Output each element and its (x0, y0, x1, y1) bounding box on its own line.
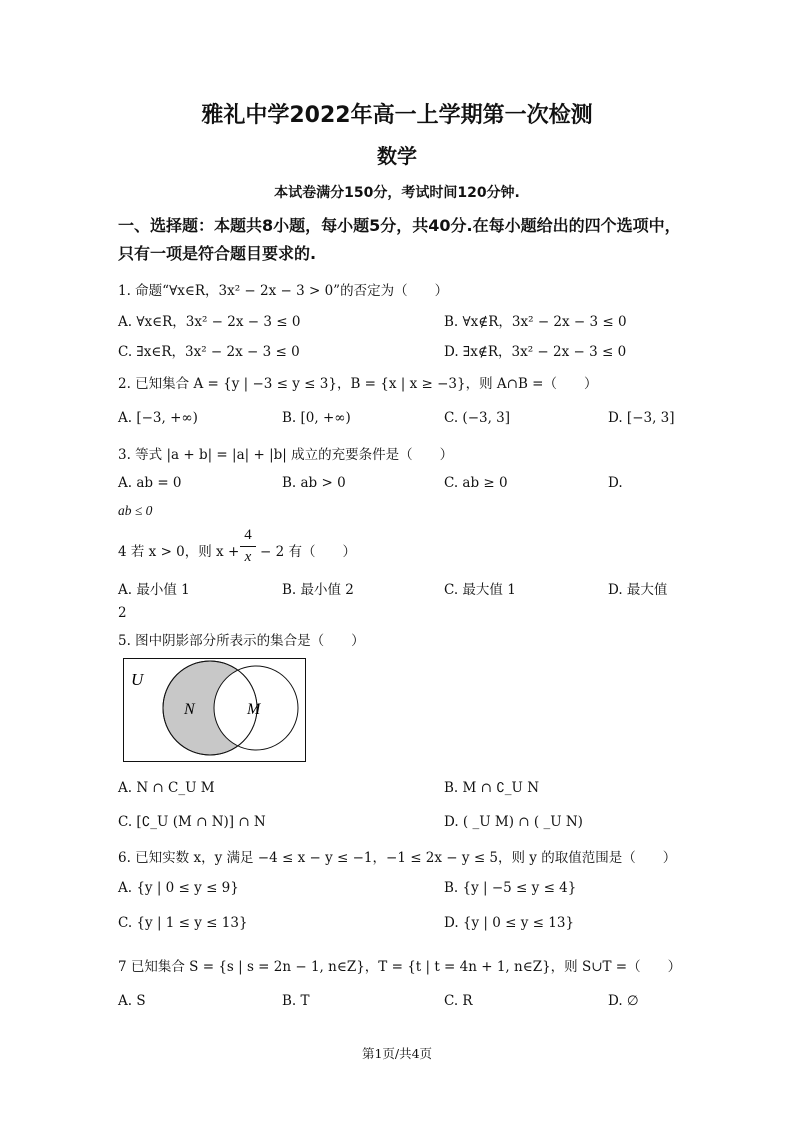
q4-option-a: A. 最小值 1 (118, 582, 190, 598)
question-3-stem: 3. 等式 |a + b| = |a| + |b| 成立的充要条件是（ ） (118, 447, 454, 463)
q7-option-b: B. T (282, 993, 310, 1009)
question-1-stem: 1. 命题“∀x∈R，3x² − 2x − 3 > 0”的否定为（ ） (118, 283, 449, 299)
page-footer: 第1页/共4页 (361, 1046, 433, 1061)
q3-option-c: C. ab ≥ 0 (444, 475, 508, 491)
universe-label: U (131, 670, 144, 689)
q4-option-b: B. 最小值 2 (282, 582, 354, 598)
q3-option-d: D. (608, 475, 623, 491)
q7-option-a: A. S (118, 993, 146, 1009)
set-m-label: M (247, 701, 261, 718)
venn-diagram (123, 658, 306, 762)
question-6-stem: 6. 已知实数 x，y 满足 −4 ≤ x − y ≤ −1，−1 ≤ 2x − y ≤ 5，则 y 的取值范围是（ ） (118, 850, 677, 866)
q6-option-c: C. {y | 1 ≤ y ≤ 13} (118, 915, 248, 931)
exam-title: 雅礼中学2022年高一上学期第一次检测 (201, 103, 593, 128)
q4-option-c: C. 最大值 1 (444, 582, 516, 598)
q4-option-d: D. 最大值 (608, 582, 668, 598)
q6-option-d: D. {y | 0 ≤ y ≤ 13} (444, 915, 575, 931)
section-heading-line2: 只有一项是符合题目要求的. (118, 244, 317, 263)
q6-option-b: B. {y | −5 ≤ y ≤ 4} (444, 880, 577, 896)
q1-option-d: D. ∃x∉R，3x² − 2x − 3 ≤ 0 (444, 344, 627, 360)
q3-option-a: A. ab = 0 (118, 475, 182, 491)
q5-option-c: C. [∁_U (M ∩ N)] ∩ N (118, 814, 266, 830)
q4-fraction-denominator: x (244, 549, 252, 565)
q1-option-b: B. ∀x∉R，3x² − 2x − 3 ≤ 0 (444, 314, 627, 330)
q2-option-d: D. [−3, 3] (608, 410, 675, 426)
set-n-label: N (184, 701, 195, 718)
q7-option-d: D. ∅ (608, 993, 639, 1009)
q3-option-d-value: ab ≤ 0 (118, 503, 153, 518)
subject-title: 数学 (377, 144, 417, 168)
q2-option-c: C. (−3, 3] (444, 410, 511, 426)
question-2-stem: 2. 已知集合 A = {y | −3 ≤ y ≤ 3}，B = {x | x ≥ −3}，则 A∩B =（ ） (118, 376, 598, 392)
q4-fraction-bar (240, 546, 256, 547)
q4-fraction-numerator: 4 (244, 527, 252, 543)
q4-option-d-value: 2 (118, 605, 127, 621)
question-4-stem-prefix: 4 若 x > 0，则 x + (118, 544, 240, 560)
q2-option-a: A. [−3, +∞) (118, 410, 198, 426)
q7-option-c: C. R (444, 993, 473, 1009)
venn-svg (123, 658, 306, 762)
q5-option-b: B. M ∩ ∁_U N (444, 780, 540, 796)
q2-option-b: B. [0, +∞) (282, 410, 351, 426)
q1-option-c: C. ∃x∈R，3x² − 2x − 3 ≤ 0 (118, 344, 300, 360)
q3-option-b: B. ab > 0 (282, 475, 346, 491)
question-7-stem: 7 已知集合 S = {s | s = 2n − 1, n∈Z}，T = {t | t = 4n + 1, n∈Z}，则 S∪T =（ ） (118, 959, 682, 975)
section-heading-line1: 一、选择题：本题共8小题，每小题5分，共40分.在每小题给出的四个选项中， (118, 216, 681, 235)
q6-option-a: A. {y | 0 ≤ y ≤ 9} (118, 880, 239, 896)
q5-option-a: A. N ∩ C_U M (118, 780, 215, 796)
q1-option-a: A. ∀x∈R，3x² − 2x − 3 ≤ 0 (118, 314, 301, 330)
exam-note: 本试卷满分150分，考试时间120分钟. (274, 185, 520, 201)
question-5-stem: 5. 图中阴影部分所表示的集合是（ ） (118, 633, 365, 649)
q5-option-d: D. ( _U M) ∩ ( _U N) (444, 814, 583, 830)
question-4-stem-suffix: − 2 有（ ） (260, 544, 356, 560)
